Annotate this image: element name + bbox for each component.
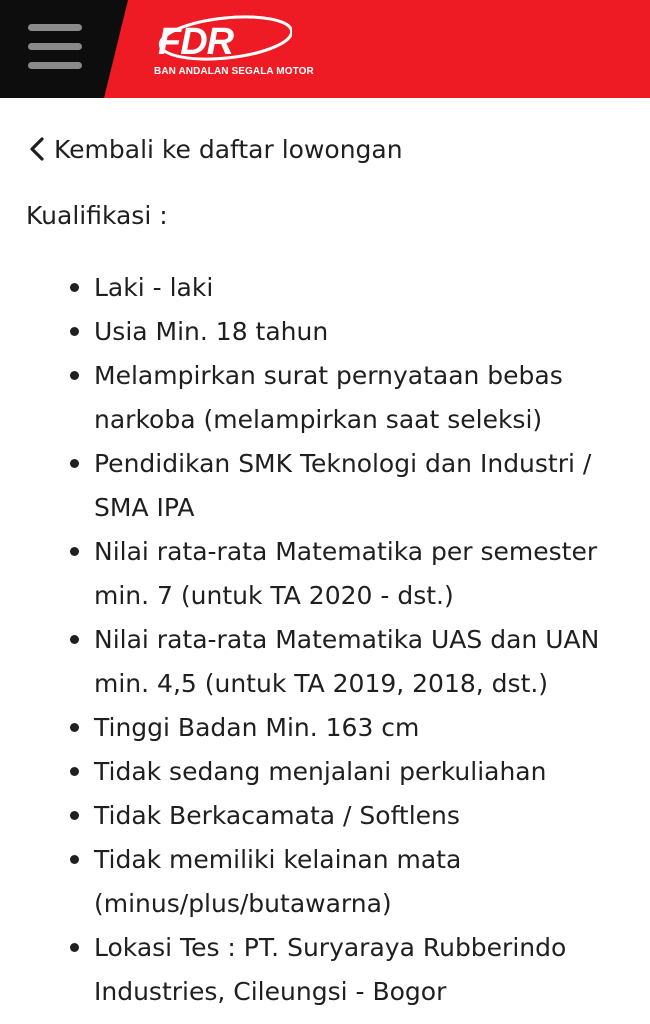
- site-header: [0, 0, 650, 98]
- list-item: Nilai rata-rata Matematika UAS dan UAN min. 4,5 (untuk TA 2019, 2018, dst.): [62, 618, 642, 706]
- logo-tagline: BAN ANDALAN SEGALA MOTOR: [154, 66, 314, 77]
- back-to-jobs-link[interactable]: [26, 134, 403, 164]
- list-item: Lokasi Tes : PT. Suryaraya Rubberindo Industries, Cileungsi - Bogor: [62, 926, 642, 1014]
- list-item: Pendidikan SMK Teknologi dan Industri / SMA IPA: [62, 442, 642, 530]
- menu-bar-top: [28, 24, 82, 31]
- list-item: Nilai rata-rata Matematika per semester min. 7 (untuk TA 2020 - dst.): [62, 530, 642, 618]
- menu-bar-bottom: [28, 62, 82, 69]
- list-item: Tinggi Badan Min. 163 cm: [62, 706, 642, 750]
- list-item: Tidak memiliki kelainan mata (minus/plus/butawarna): [62, 838, 642, 926]
- list-item: Usia Min. 18 tahun: [62, 310, 642, 354]
- qualification-list: [62, 266, 642, 1014]
- header-black-panel: [0, 0, 650, 98]
- logo-text: FDR: [158, 21, 234, 63]
- list-item: Tidak sedang menjalani perkuliahan: [62, 750, 642, 794]
- qualification-heading: Kualifikasi :: [26, 201, 168, 230]
- hamburger-menu-icon[interactable]: [28, 24, 82, 70]
- list-item: Tidak Berkacamata / Softlens: [62, 794, 642, 838]
- list-item: Melampirkan surat pernyataan bebas narkoba (melampirkan saat seleksi): [62, 354, 642, 442]
- menu-bar-middle: [28, 43, 82, 50]
- chevron-left-icon: [26, 134, 50, 164]
- fdr-logo-mark: [152, 14, 292, 70]
- list-item: Laki - laki: [62, 266, 642, 310]
- back-link-label: Kembali ke daftar lowongan: [54, 134, 403, 164]
